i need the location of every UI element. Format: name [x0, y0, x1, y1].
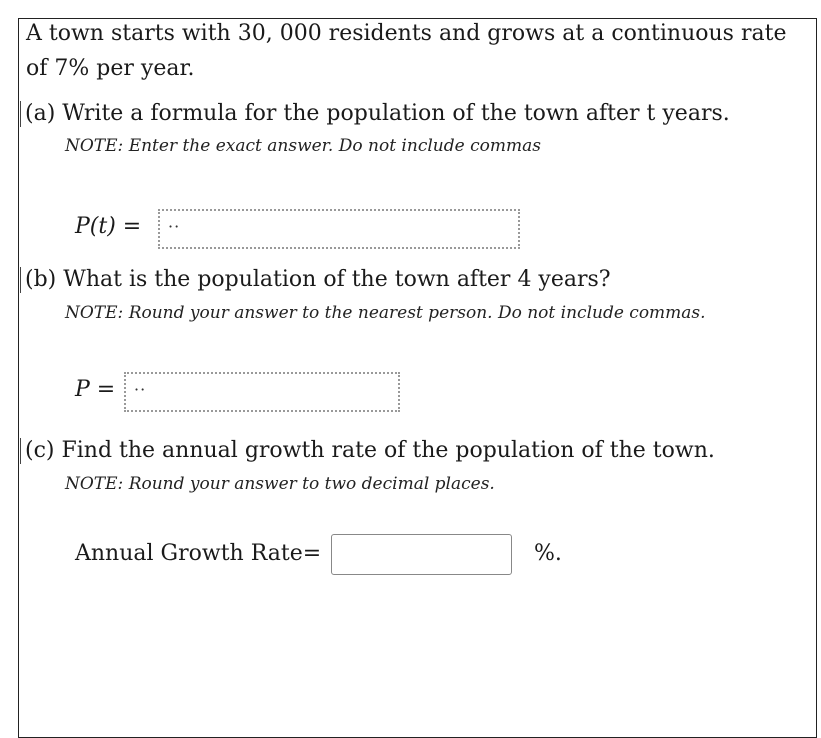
part-b-input-cursor: ·· — [134, 380, 147, 399]
part-a-answer-input[interactable] — [158, 209, 520, 249]
part-b-answer-input[interactable] — [124, 372, 400, 412]
part-a-note: NOTE: Enter the exact answer. Do not include commas — [65, 136, 541, 156]
part-c-question: (c) Find the annual growth rate of the population of the town. — [20, 438, 715, 464]
part-a-label: P(t) = — [75, 214, 142, 239]
part-a-input-cursor: ·· — [168, 217, 181, 236]
annual-growth-rate-input[interactable] — [331, 534, 512, 575]
part-a-question: (a) Write a formula for the population of the town after t years. — [20, 101, 730, 127]
problem-statement-line1: A town starts with 30, 000 residents and grows at a continuous rate — [26, 21, 787, 46]
part-b-note: NOTE: Round your answer to the nearest person. Do not include commas. — [65, 303, 706, 323]
part-c-note: NOTE: Round your answer to two decimal places. — [65, 474, 495, 494]
part-b-question: (b) What is the population of the town after 4 years? — [20, 267, 611, 293]
problem-statement-line2: of 7% per year. — [26, 56, 195, 81]
part-b-label: P = — [75, 377, 116, 402]
percent-unit: %. — [534, 541, 562, 566]
part-c-label: Annual Growth Rate= — [75, 541, 322, 566]
